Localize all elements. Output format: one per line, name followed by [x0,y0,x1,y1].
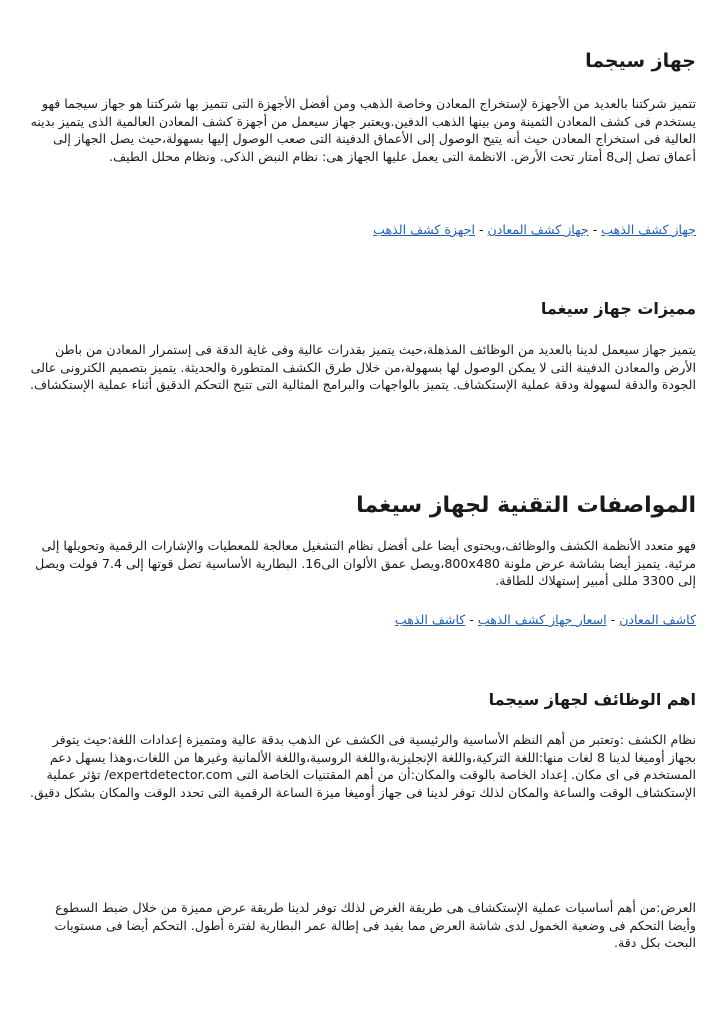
link-gold-detector-devices[interactable]: اجهزة كشف الذهب [373,222,475,237]
section-features-body [24,341,696,394]
section-display [24,899,696,952]
link-gold-detector[interactable]: كاشف الذهب [394,612,466,627]
paragraph: يتميز جهاز سيعمل لدينا بالعديد من الوظائف المذهلة،حيث يتميز بقدرات عالية وفى غاية الدقة فى إستمرار المعادن من باطن الأرض والمعادن الدفينة التى لا يمكن الوصول لها بسهولة،من خلال طرق الكشف المتطورة والحديثة. يتميز بتصميم الكترونى عالى الجودة والدقة لسهولة ودقة عملية الإستكشاف. يتميز بالواجهات والبرامج المثالية التى تتيح التحكم الدقيق أثناء عملية الإستكشاف. [29,342,696,393]
section-sigma-intro [24,48,696,74]
section-sigma-intro-body [24,95,696,165]
paragraph: العرض:من أهم أساسيات عملية الإستكشاف هى طريقة الغرض لذلك توفر لدينا طريقة عرض مميزة من خلال ضبط السطوع وأيضا التحكم فى وضعية الخمول لدى شاشة العرض مما يفيد فى إطالة عمر البطارية لفترة أطول. التحكم أيضا فى مستويات البحث بكل دقة. [54,900,696,951]
link-metal-detector[interactable]: كاشف المعادن [619,612,696,627]
section-features [24,298,696,320]
section-functions-body [24,731,696,801]
link-gold-detector-prices[interactable]: اسعار جهاز كشف الذهب [477,612,607,627]
section-functions [24,689,696,711]
paragraph: فهو متعدد الأنظمة الكشف والوظائف،ويحتوى أيضا على أفضل نظام التشغيل معالجة للمعطيات والإشارات الرقمية وتحويلها إلى مرئية. يتميز أيضا بشاشة عرض ملونة 800x480،ويصل عمق الألوان الى16. البطارية الأساسية تصل قوتها إلى 7.4 فولت ويصل إلى 3300 مللى أمبير إستهلاك للطاقة. [35,538,696,589]
section-specs [24,491,696,521]
paragraph: نظام الكشف :وتعتبر من أهم النظم الأساسية والرئيسية فى الكشف عن الذهب بدقة عالية ومتميزة إعدادات اللغة:حيث يتوفر بجهاز أوميغا لدينا 8 لغات منها:اللغة التركية،واللغة الإنجليزية،واللغة الروسية،واللغة الألمانية وغيرها من اللغات،وهذا يسهل دعم المستخدم فى اى مكان. إعداد الخاصة بالوقت والمكان:أن من أهم المقتنيات الخاصة التى expertdetector.com/ تؤثر عملية الإستكشاف الوقت والساعة والمكان لذلك توفر لدينا فى جهاز أوميغا ميزة الساعة الرقمية التى تحدد الوقت والمكان بشكل دقيق. [30,732,696,800]
link-gold-detector-device[interactable]: جهاز كشف الذهب [601,222,696,237]
paragraph: تتميز شركتنا بالعديد من الأجهزة لإستخراج المعادن وخاصة الذهب ومن أفضل الأجهزة التى تتميز بها شركتنا هو جهاز سيجما فهو يستخدم فى كشف المعادن الثمينة ومن بينها الذهب الدفين.ويعتبر جهاز سيعمل من أجهزة كشف المعادن العالمية الذى يتميز بدينه العالية فى استخراج المعادن حيث أنه يتيح الوصول إلى الأعماق الدفينة التى صعب الوصول إليها بسهولة،حيث يصل الجهاز إلى أعماق تصل إلى8 أمتار تحت الأرض. الانظمة التى يعمل عليها الجهاز هى: نظام النبض الذكى. ونظام محلل الطيف. [30,96,696,164]
section-title: مميزات جهاز سيغما [540,299,696,318]
link-metal-detector-device[interactable]: جهاز كشف المعادن [487,222,589,237]
related-links-2: كاشف المعادن-اسعار جهاز كشف الذهب-كاشف الذهب [394,612,696,627]
related-links-1: جهاز كشف الذهب-جهاز كشف المعادن-اجهزة كشف الذهب [373,222,696,237]
section-title: اهم الوظائف لجهاز سيجما [488,690,696,709]
section-title: جهاز سيجما [585,50,696,72]
section-title: المواصفات التقنية لجهاز سيغما [356,493,696,518]
section-specs-body [24,537,696,590]
